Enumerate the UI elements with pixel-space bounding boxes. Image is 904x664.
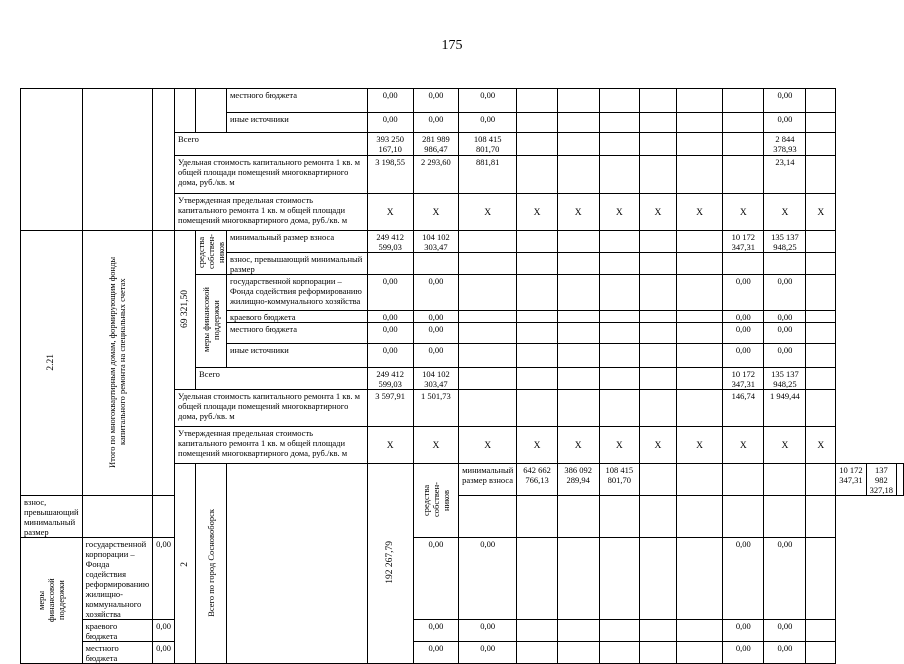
value-cell: 0,00 bbox=[459, 89, 517, 113]
value-cell: 0,00 bbox=[764, 275, 806, 311]
x-mark: X bbox=[367, 427, 413, 464]
x-mark: X bbox=[764, 427, 806, 464]
value-cell: 0,00 bbox=[413, 344, 459, 368]
row-label: иные источники bbox=[227, 113, 368, 133]
value-cell: 0,00 bbox=[764, 642, 806, 664]
value-cell: 393 250 167,10 bbox=[367, 133, 413, 156]
section-number: 2.21 bbox=[21, 231, 83, 496]
cell-blank bbox=[21, 89, 83, 231]
value-cell: 2 293,60 bbox=[413, 156, 459, 194]
section-area: 192 267,79 bbox=[367, 464, 413, 664]
row-label: минимальный размер взноса bbox=[227, 231, 368, 253]
table-row bbox=[21, 642, 904, 664]
value-cell: 281 989 986,47 bbox=[413, 133, 459, 156]
section-area: 69 321,50 bbox=[175, 231, 196, 390]
row-label: Удельная стоимость капитального ремонта 1 кв. м общей площади помещений многоквартирного дома, руб./кв. м bbox=[175, 390, 368, 427]
x-mark: X bbox=[517, 427, 557, 464]
value-cell: 0,00 bbox=[764, 113, 806, 133]
value-cell: 0,00 bbox=[413, 89, 459, 113]
cell-blank bbox=[196, 89, 227, 133]
value-cell: 104 102 303,47 bbox=[413, 368, 459, 390]
value-cell: 146,74 bbox=[723, 390, 764, 427]
x-mark: X bbox=[459, 194, 517, 231]
row-label: Удельная стоимость капитального ремонта 1 кв. м общей площади помещений многоквартирного дома, руб./кв. м bbox=[175, 156, 368, 194]
value-cell: 0,00 bbox=[413, 311, 459, 323]
value-cell: 0,00 bbox=[764, 89, 806, 113]
x-mark: X bbox=[517, 194, 557, 231]
value-cell: 0,00 bbox=[413, 275, 459, 311]
x-mark: X bbox=[806, 427, 836, 464]
value-cell: 104 102 303,47 bbox=[413, 231, 459, 253]
value-cell: 108 415 801,70 bbox=[599, 464, 639, 496]
support-measures-label: меры финансовой поддержки bbox=[21, 538, 83, 664]
cell-blank bbox=[175, 89, 196, 133]
row-label: местного бюджета bbox=[82, 642, 153, 664]
table-row bbox=[21, 496, 904, 538]
value-cell: 137 982 327,18 bbox=[866, 464, 896, 496]
value-cell: 135 137 948,25 bbox=[764, 231, 806, 253]
value-cell: 881,81 bbox=[459, 156, 517, 194]
value-cell: 0,00 bbox=[764, 620, 806, 642]
value-cell: 0,00 bbox=[413, 323, 459, 344]
value-cell: 0,00 bbox=[459, 620, 517, 642]
section-number: 2 bbox=[175, 464, 196, 664]
value-cell: 2 844 378,93 bbox=[764, 133, 806, 156]
value-cell: 0,00 bbox=[723, 344, 764, 368]
value-cell: 0,00 bbox=[459, 113, 517, 133]
value-cell: 0,00 bbox=[153, 642, 175, 664]
value-cell: 0,00 bbox=[153, 620, 175, 642]
value-cell: 0,00 bbox=[153, 538, 175, 620]
value-cell: 0,00 bbox=[367, 275, 413, 311]
value-cell: 0,00 bbox=[764, 538, 806, 620]
value-cell: 1 501,73 bbox=[413, 390, 459, 427]
row-label: краевого бюджета bbox=[227, 311, 368, 323]
value-cell: 10 172 347,31 bbox=[723, 231, 764, 253]
row-label: Утвержденная предельная стоимость капитального ремонта 1 кв. м общей площади помещений многоквартирного дома, руб./кв. м bbox=[175, 427, 368, 464]
value-cell: 0,00 bbox=[413, 620, 459, 642]
value-cell: 0,00 bbox=[723, 275, 764, 311]
section-name: Итого по многоквартирным домам, формирующим фонды капитального ремонта на специальных счетах bbox=[82, 231, 153, 496]
row-label: взнос, превышающий минимальный размер bbox=[227, 253, 368, 275]
value-cell: 0,00 bbox=[764, 311, 806, 323]
table-row bbox=[21, 89, 904, 113]
value-cell: 0,00 bbox=[413, 113, 459, 133]
value-cell: 0,00 bbox=[367, 311, 413, 323]
x-mark: X bbox=[806, 194, 836, 231]
cell-blank bbox=[153, 89, 175, 231]
x-mark: X bbox=[676, 427, 722, 464]
page-number: 175 bbox=[441, 38, 463, 53]
value-cell: 0,00 bbox=[723, 311, 764, 323]
value-cell: 10 172 347,31 bbox=[836, 464, 866, 496]
value-cell: 3 597,91 bbox=[367, 390, 413, 427]
value-cell: 249 412 599,03 bbox=[367, 368, 413, 390]
x-mark: X bbox=[413, 194, 459, 231]
value-cell: 135 137 948,25 bbox=[764, 368, 806, 390]
value-cell: 0,00 bbox=[764, 344, 806, 368]
value-cell: 0,00 bbox=[764, 323, 806, 344]
value-cell: 0,00 bbox=[723, 642, 764, 664]
value-cell: 3 198,55 bbox=[367, 156, 413, 194]
value-cell: 0,00 bbox=[367, 89, 413, 113]
x-mark: X bbox=[723, 194, 764, 231]
value-cell: 0,00 bbox=[413, 538, 459, 620]
x-mark: X bbox=[413, 427, 459, 464]
cell-blank bbox=[82, 89, 153, 231]
value-cell: 0,00 bbox=[367, 323, 413, 344]
value-cell: 0,00 bbox=[723, 538, 764, 620]
x-mark: X bbox=[676, 194, 722, 231]
row-label: государственной корпорации – Фонда содействия реформированию жилищно-коммунального хозяйства bbox=[82, 538, 153, 620]
x-mark: X bbox=[459, 427, 517, 464]
row-label: иные источники bbox=[227, 344, 368, 368]
table-row bbox=[21, 620, 904, 642]
row-label: Всего bbox=[196, 368, 368, 390]
value-cell: 10 172 347,31 bbox=[723, 368, 764, 390]
value-cell: 1 949,44 bbox=[764, 390, 806, 427]
value-cell: 249 412 599,03 bbox=[367, 231, 413, 253]
value-cell: 0,00 bbox=[723, 323, 764, 344]
x-mark: X bbox=[367, 194, 413, 231]
x-mark: X bbox=[764, 194, 806, 231]
row-label: местного бюджета bbox=[227, 89, 368, 113]
row-label: Всего bbox=[175, 133, 368, 156]
owners-funds-label: средства собствен-ников bbox=[413, 464, 459, 538]
value-cell: 642 662 766,13 bbox=[517, 464, 557, 496]
row-label: местного бюджета bbox=[227, 323, 368, 344]
value-cell: 0,00 bbox=[459, 538, 517, 620]
x-mark: X bbox=[557, 194, 599, 231]
value-cell: 23,14 bbox=[764, 156, 806, 194]
row-label: взнос, превышающий минимальный размер bbox=[21, 496, 83, 538]
row-label: Утвержденная предельная стоимость капитального ремонта 1 кв. м общей площади помещений многоквартирного дома, руб./кв. м bbox=[175, 194, 368, 231]
row-label: минимальный размер взноса bbox=[459, 464, 517, 496]
table-row bbox=[21, 538, 904, 620]
table-row bbox=[21, 231, 904, 253]
value-cell: 0,00 bbox=[413, 642, 459, 664]
row-label: краевого бюджета bbox=[82, 620, 153, 642]
cell-blank bbox=[153, 231, 175, 496]
value-cell: 0,00 bbox=[367, 344, 413, 368]
value-cell: 0,00 bbox=[367, 113, 413, 133]
x-mark: X bbox=[599, 194, 639, 231]
owners-funds-label: средства собствен-ников bbox=[196, 231, 227, 275]
value-cell: 0,00 bbox=[723, 620, 764, 642]
capital-repair-table bbox=[20, 88, 904, 664]
value-cell: 108 415 801,70 bbox=[459, 133, 517, 156]
support-measures-label: меры финансовой поддержки bbox=[196, 275, 227, 368]
value-cell: 0,00 bbox=[459, 642, 517, 664]
x-mark: X bbox=[557, 427, 599, 464]
x-mark: X bbox=[640, 194, 677, 231]
x-mark: X bbox=[640, 427, 677, 464]
row-label: государственной корпорации – Фонда содействия реформированию жилищно-коммунального хозяйства bbox=[227, 275, 368, 311]
x-mark: X bbox=[599, 427, 639, 464]
section-name: Всего по город Сосновоборск bbox=[196, 464, 227, 664]
value-cell: 386 092 289,94 bbox=[557, 464, 599, 496]
x-mark: X bbox=[723, 427, 764, 464]
